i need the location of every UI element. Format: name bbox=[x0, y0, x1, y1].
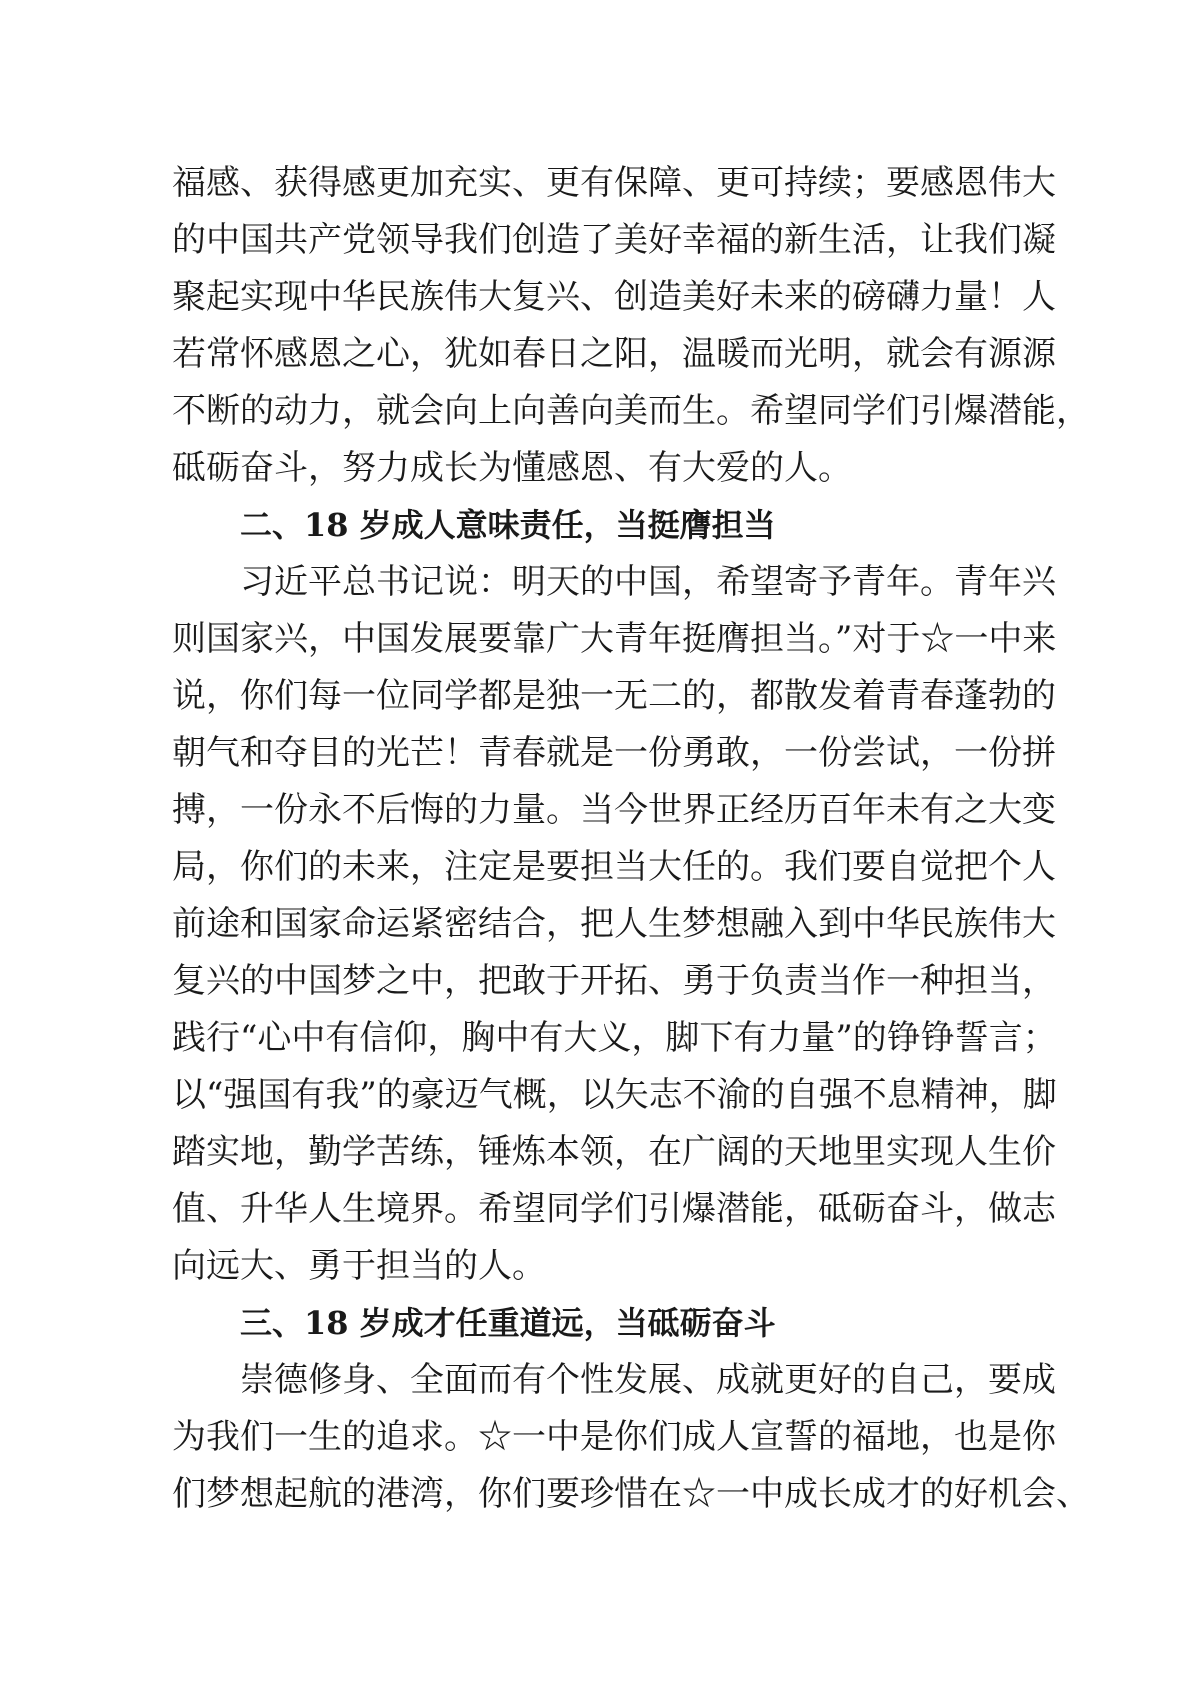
paragraph-line: 搏，一份永不后悔的力量。当今世界正经历百年未有之大变 bbox=[172, 790, 1056, 830]
paragraph-line: 聚起实现中华民族伟大复兴、创造美好未来的磅礴力量！人 bbox=[172, 277, 1056, 317]
paragraph-line: 崇德修身、全面而有个性发展、成就更好的自己，要成 bbox=[240, 1360, 1056, 1400]
paragraph-line: 为我们一生的追求。☆一中是你们成人宣誓的福地，也是你 bbox=[172, 1417, 1056, 1457]
paragraph-line: 向远大、勇于担当的人。 bbox=[172, 1246, 546, 1286]
paragraph-line: 的中国共产党领导我们创造了美好幸福的新生活，让我们凝 bbox=[172, 220, 1056, 260]
paragraph-line: 不断的动力，就会向上向善向美而生。希望同学们引爆潜能， bbox=[172, 391, 1090, 431]
paragraph-line: 说，你们每一位同学都是独一无二的，都散发着青春蓬勃的 bbox=[172, 676, 1056, 716]
paragraph-line: 以“强国有我”的豪迈气概，以矢志不渝的自强不息精神，脚 bbox=[172, 1075, 1057, 1115]
paragraph-line: 踏实地，勤学苦练，锤炼本领，在广阔的天地里实现人生价 bbox=[172, 1132, 1056, 1172]
paragraph-line: 值、升华人生境界。希望同学们引爆潜能，砥砺奋斗，做志 bbox=[172, 1189, 1056, 1229]
paragraph-line: 习近平总书记说：明天的中国，希望寄予青年。青年兴 bbox=[240, 562, 1056, 602]
paragraph-line: 福感、获得感更加充实、更有保障、更可持续；要感恩伟大 bbox=[172, 163, 1056, 203]
paragraph-line: 践行“心中有信仰，胸中有大义，脚下有力量”的铮铮誓言； bbox=[172, 1018, 1057, 1058]
paragraph-line: 复兴的中国梦之中，把敢于开拓、勇于负责当作一种担当， bbox=[172, 961, 1056, 1001]
paragraph-line: 们梦想起航的港湾，你们要珍惜在☆一中成长成才的好机会、 bbox=[172, 1474, 1090, 1514]
paragraph-line: 局，你们的未来，注定是要担当大任的。我们要自觉把个人 bbox=[172, 847, 1056, 887]
section-heading: 二、18 岁成人意味责任，当挺膺担当 bbox=[240, 506, 776, 544]
paragraph-line: 砥砺奋斗，努力成长为懂感恩、有大爱的人。 bbox=[172, 448, 852, 488]
paragraph-line: 前途和国家命运紧密结合，把人生梦想融入到中华民族伟大 bbox=[172, 904, 1056, 944]
section-heading: 三、18 岁成才任重道远，当砥砺奋斗 bbox=[240, 1304, 776, 1342]
paragraph-line: 则国家兴，中国发展要靠广大青年挺膺担当。”对于☆一中来 bbox=[172, 619, 1057, 659]
paragraph-line: 朝气和夺目的光芒！青春就是一份勇敢，一份尝试，一份拼 bbox=[172, 733, 1056, 773]
paragraph-line: 若常怀感恩之心，犹如春日之阳，温暖而光明，就会有源源 bbox=[172, 334, 1056, 374]
